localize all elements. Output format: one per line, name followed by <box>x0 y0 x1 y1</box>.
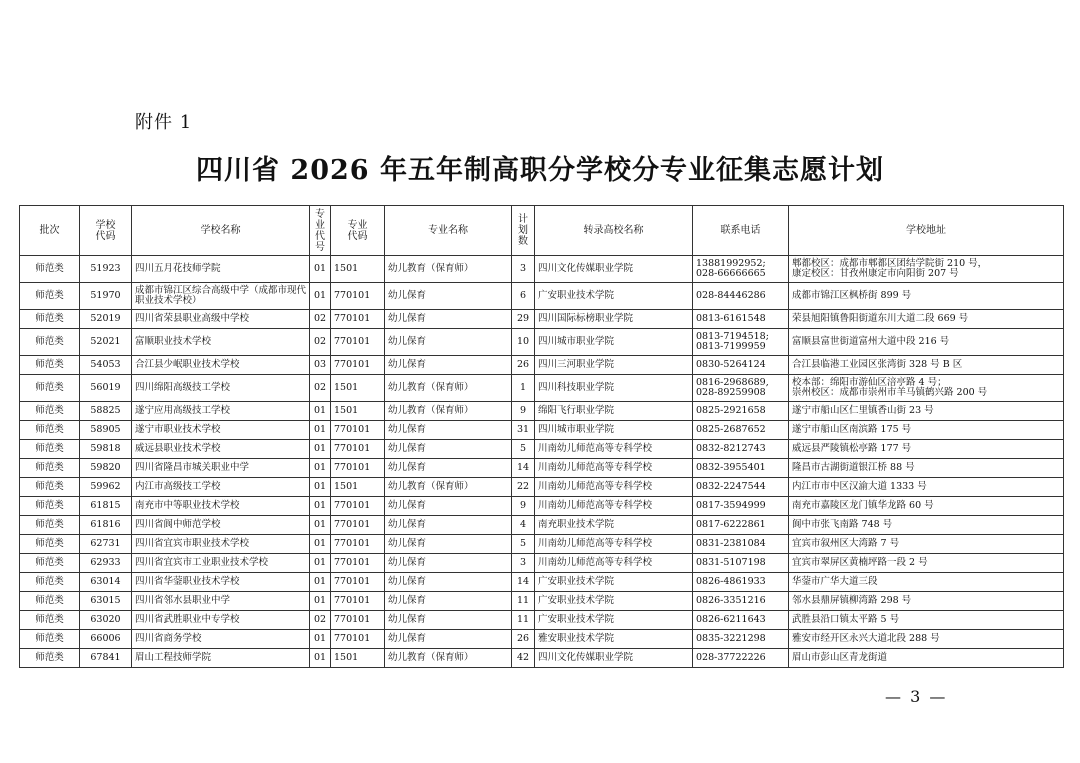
cell-school-code: 62933 <box>80 554 132 573</box>
cell-phone: 0817-3594999 <box>693 497 789 516</box>
table-row <box>20 649 1064 668</box>
cell-address: 遂宁市船山区仁里镇香山街 23 号 <box>789 402 1064 421</box>
cell-school-name: 威远县职业技术学校 <box>132 440 310 459</box>
cell-major-number: 01 <box>310 630 331 649</box>
cell-batch: 师范类 <box>20 592 80 611</box>
cell-school-code: 52021 <box>80 329 132 356</box>
cell-batch: 师范类 <box>20 402 80 421</box>
cell-school-code: 59820 <box>80 459 132 478</box>
cell-transfer-college: 广安职业技术学院 <box>535 611 693 630</box>
cell-school-code: 51923 <box>80 256 132 283</box>
cell-transfer-college: 四川文化传媒职业学院 <box>535 256 693 283</box>
cell-major-number: 02 <box>310 611 331 630</box>
cell-phone: 0832-8212743 <box>693 440 789 459</box>
cell-plan-count: 9 <box>512 497 535 516</box>
cell-school-name: 四川省邻水县职业中学 <box>132 592 310 611</box>
cell-school-name: 四川省阆中师范学校 <box>132 516 310 535</box>
cell-batch: 师范类 <box>20 478 80 497</box>
cell-transfer-college: 南充职业技术学院 <box>535 516 693 535</box>
cell-major-name: 幼儿保育 <box>385 329 512 356</box>
cell-major-code: 770101 <box>331 630 385 649</box>
cell-major-number: 01 <box>310 459 331 478</box>
cell-batch: 师范类 <box>20 649 80 668</box>
cell-major-code: 1501 <box>331 402 385 421</box>
cell-address: 武胜县沿口镇太平路 5 号 <box>789 611 1064 630</box>
cell-transfer-college: 四川城市职业学院 <box>535 421 693 440</box>
cell-major-code: 770101 <box>331 516 385 535</box>
cell-major-name: 幼儿教育（保育师） <box>385 256 512 283</box>
cell-major-number: 01 <box>310 554 331 573</box>
table-row <box>20 329 1064 356</box>
cell-major-code: 770101 <box>331 459 385 478</box>
table-row <box>20 440 1064 459</box>
cell-address: 遂宁市船山区南滨路 175 号 <box>789 421 1064 440</box>
header-major-name: 专业名称 <box>385 206 512 256</box>
cell-transfer-college: 川南幼儿师范高等专科学校 <box>535 440 693 459</box>
cell-school-code: 63020 <box>80 611 132 630</box>
cell-plan-count: 9 <box>512 402 535 421</box>
cell-major-code: 770101 <box>331 497 385 516</box>
cell-school-code: 59962 <box>80 478 132 497</box>
cell-transfer-college: 四川三河职业学院 <box>535 356 693 375</box>
cell-batch: 师范类 <box>20 421 80 440</box>
cell-transfer-college: 川南幼儿师范高等专科学校 <box>535 554 693 573</box>
cell-major-code: 770101 <box>331 592 385 611</box>
cell-address: 眉山市彭山区青龙街道 <box>789 649 1064 668</box>
cell-plan-count: 22 <box>512 478 535 497</box>
cell-batch: 师范类 <box>20 375 80 402</box>
cell-school-code: 61815 <box>80 497 132 516</box>
cell-phone: 028-37722226 <box>693 649 789 668</box>
cell-major-number: 01 <box>310 516 331 535</box>
cell-major-code: 1501 <box>331 478 385 497</box>
cell-school-name: 富顺职业技术学校 <box>132 329 310 356</box>
table-row <box>20 478 1064 497</box>
cell-major-number: 02 <box>310 375 331 402</box>
cell-batch: 师范类 <box>20 329 80 356</box>
table-row <box>20 535 1064 554</box>
table-row <box>20 356 1064 375</box>
table-row <box>20 421 1064 440</box>
cell-major-code: 770101 <box>331 421 385 440</box>
cell-school-name: 四川省宜宾市职业技术学校 <box>132 535 310 554</box>
cell-phone: 0832-3955401 <box>693 459 789 478</box>
cell-major-number: 03 <box>310 356 331 375</box>
table-row <box>20 592 1064 611</box>
cell-transfer-college: 四川文化传媒职业学院 <box>535 649 693 668</box>
table-header-row <box>20 206 1064 256</box>
cell-transfer-college: 四川科技职业学院 <box>535 375 693 402</box>
cell-transfer-college: 绵阳飞行职业学院 <box>535 402 693 421</box>
cell-school-code: 66006 <box>80 630 132 649</box>
header-batch: 批次 <box>20 206 80 256</box>
cell-plan-count: 4 <box>512 516 535 535</box>
cell-phone: 0830-5264124 <box>693 356 789 375</box>
header-major-code: 专业 代码 <box>331 206 385 256</box>
cell-phone: 0832-2247544 <box>693 478 789 497</box>
cell-plan-count: 1 <box>512 375 535 402</box>
cell-school-name: 四川省华蓥职业技术学校 <box>132 573 310 592</box>
cell-major-name: 幼儿保育 <box>385 497 512 516</box>
cell-transfer-college: 四川国际标榜职业学院 <box>535 310 693 329</box>
cell-major-code: 770101 <box>331 573 385 592</box>
cell-major-name: 幼儿保育 <box>385 516 512 535</box>
cell-major-name: 幼儿保育 <box>385 630 512 649</box>
cell-school-name: 南充市中等职业技术学校 <box>132 497 310 516</box>
cell-school-code: 63014 <box>80 573 132 592</box>
cell-batch: 师范类 <box>20 497 80 516</box>
table-row <box>20 611 1064 630</box>
cell-major-number: 01 <box>310 256 331 283</box>
cell-major-name: 幼儿教育（保育师） <box>385 649 512 668</box>
cell-major-code: 770101 <box>331 329 385 356</box>
cell-major-name: 幼儿保育 <box>385 356 512 375</box>
cell-major-code: 1501 <box>331 256 385 283</box>
cell-plan-count: 5 <box>512 535 535 554</box>
cell-phone: 0826-3351216 <box>693 592 789 611</box>
cell-batch: 师范类 <box>20 283 80 310</box>
cell-major-number: 01 <box>310 592 331 611</box>
cell-plan-count: 6 <box>512 283 535 310</box>
cell-school-name: 四川绵阳高级技工学校 <box>132 375 310 402</box>
cell-major-name: 幼儿保育 <box>385 592 512 611</box>
cell-transfer-college: 四川城市职业学院 <box>535 329 693 356</box>
cell-school-code: 63015 <box>80 592 132 611</box>
cell-major-code: 770101 <box>331 356 385 375</box>
cell-major-number: 02 <box>310 329 331 356</box>
cell-school-name: 合江县少岷职业技术学校 <box>132 356 310 375</box>
table-row <box>20 256 1064 283</box>
cell-address: 宜宾市叙州区大湾路 7 号 <box>789 535 1064 554</box>
attachment-label: 附件 1 <box>135 112 193 133</box>
table-row <box>20 375 1064 402</box>
header-address: 学校地址 <box>789 206 1064 256</box>
cell-school-name: 眉山工程技师学院 <box>132 649 310 668</box>
cell-major-name: 幼儿保育 <box>385 459 512 478</box>
header-transfer-college: 转录高校名称 <box>535 206 693 256</box>
cell-school-code: 54053 <box>80 356 132 375</box>
cell-phone: 028-84446286 <box>693 283 789 310</box>
table-row <box>20 573 1064 592</box>
cell-batch: 师范类 <box>20 256 80 283</box>
table-row <box>20 630 1064 649</box>
table-row <box>20 283 1064 310</box>
table-row <box>20 402 1064 421</box>
cell-major-number: 01 <box>310 402 331 421</box>
cell-major-number: 01 <box>310 497 331 516</box>
cell-phone: 0826-6211643 <box>693 611 789 630</box>
cell-transfer-college: 广安职业技术学院 <box>535 283 693 310</box>
table-row <box>20 459 1064 478</box>
cell-address: 荣县旭阳镇鲁阳街道东川大道二段 669 号 <box>789 310 1064 329</box>
cell-plan-count: 26 <box>512 630 535 649</box>
cell-batch: 师范类 <box>20 630 80 649</box>
cell-major-code: 770101 <box>331 611 385 630</box>
cell-transfer-college: 广安职业技术学院 <box>535 573 693 592</box>
cell-phone: 0826-4861933 <box>693 573 789 592</box>
cell-transfer-college: 川南幼儿师范高等专科学校 <box>535 478 693 497</box>
cell-major-name: 幼儿教育（保育师） <box>385 375 512 402</box>
cell-major-name: 幼儿保育 <box>385 554 512 573</box>
cell-major-number: 01 <box>310 573 331 592</box>
header-phone: 联系电话 <box>693 206 789 256</box>
cell-phone: 0813-7194518; 0813-7199959 <box>693 329 789 356</box>
cell-batch: 师范类 <box>20 356 80 375</box>
cell-address: 富顺县富世街道富州大道中段 216 号 <box>789 329 1064 356</box>
cell-major-code: 770101 <box>331 283 385 310</box>
cell-school-name: 四川省荣县职业高级中学校 <box>132 310 310 329</box>
cell-transfer-college: 川南幼儿师范高等专科学校 <box>535 535 693 554</box>
cell-plan-count: 29 <box>512 310 535 329</box>
cell-transfer-college: 川南幼儿师范高等专科学校 <box>535 459 693 478</box>
cell-major-code: 1501 <box>331 649 385 668</box>
cell-major-name: 幼儿教育（保育师） <box>385 402 512 421</box>
cell-major-code: 770101 <box>331 310 385 329</box>
cell-address: 华蓥市广华大道三段 <box>789 573 1064 592</box>
cell-major-name: 幼儿保育 <box>385 573 512 592</box>
cell-major-name: 幼儿保育 <box>385 310 512 329</box>
cell-school-code: 62731 <box>80 535 132 554</box>
cell-address: 校本部：绵阳市游仙区涪亭路 4 号； 崇州校区：成都市崇州市羊马镇鹤兴路 200 号 <box>789 375 1064 402</box>
cell-school-code: 52019 <box>80 310 132 329</box>
cell-address: 内江市市中区汉渝大道 1333 号 <box>789 478 1064 497</box>
cell-address: 郫都校区：成都市郫都区团结学院街 210 号， 康定校区：甘孜州康定市向阳街 207 号 <box>789 256 1064 283</box>
header-major-number: 专 业 代 号 <box>310 206 331 256</box>
cell-address: 南充市嘉陵区龙门镇华龙路 60 号 <box>789 497 1064 516</box>
cell-school-code: 58905 <box>80 421 132 440</box>
cell-phone: 0825-2687652 <box>693 421 789 440</box>
cell-school-code: 51970 <box>80 283 132 310</box>
document-title: 四川省 2026 年五年制高职分学校分专业征集志愿计划 <box>196 155 884 186</box>
cell-school-code: 56019 <box>80 375 132 402</box>
cell-major-name: 幼儿保育 <box>385 283 512 310</box>
cell-address: 合江县临港工业园区张湾街 328 号 B 区 <box>789 356 1064 375</box>
cell-school-code: 61816 <box>80 516 132 535</box>
cell-school-code: 59818 <box>80 440 132 459</box>
cell-major-code: 1501 <box>331 375 385 402</box>
cell-phone: 0831-5107198 <box>693 554 789 573</box>
header-school-code: 学校 代码 <box>80 206 132 256</box>
cell-phone: 0831-2381084 <box>693 535 789 554</box>
cell-major-name: 幼儿保育 <box>385 440 512 459</box>
cell-major-number: 01 <box>310 535 331 554</box>
cell-major-name: 幼儿保育 <box>385 611 512 630</box>
cell-phone: 0813-6161548 <box>693 310 789 329</box>
table-row <box>20 554 1064 573</box>
cell-phone: 13881992952; 028-66666665 <box>693 256 789 283</box>
cell-major-code: 770101 <box>331 535 385 554</box>
cell-school-name: 四川省宜宾市工业职业技术学校 <box>132 554 310 573</box>
cell-batch: 师范类 <box>20 573 80 592</box>
cell-phone: 0817-6222861 <box>693 516 789 535</box>
cell-transfer-college: 雅安职业技术学院 <box>535 630 693 649</box>
cell-major-number: 02 <box>310 310 331 329</box>
cell-major-code: 770101 <box>331 440 385 459</box>
cell-phone: 0816-2968689, 028-89259908 <box>693 375 789 402</box>
cell-school-name: 遂宁市职业技术学校 <box>132 421 310 440</box>
page-number: — 3 — <box>885 687 948 706</box>
cell-plan-count: 26 <box>512 356 535 375</box>
cell-batch: 师范类 <box>20 440 80 459</box>
table-row <box>20 516 1064 535</box>
cell-transfer-college: 广安职业技术学院 <box>535 592 693 611</box>
cell-school-name: 四川省商务学校 <box>132 630 310 649</box>
cell-school-name: 内江市高级技工学校 <box>132 478 310 497</box>
cell-address: 雅安市经开区永兴大道北段 288 号 <box>789 630 1064 649</box>
cell-address: 威远县严陵镇松亭路 177 号 <box>789 440 1064 459</box>
cell-major-number: 01 <box>310 283 331 310</box>
cell-plan-count: 14 <box>512 459 535 478</box>
cell-plan-count: 10 <box>512 329 535 356</box>
cell-major-name: 幼儿保育 <box>385 535 512 554</box>
cell-plan-count: 42 <box>512 649 535 668</box>
cell-batch: 师范类 <box>20 310 80 329</box>
cell-major-number: 01 <box>310 421 331 440</box>
table-row <box>20 497 1064 516</box>
table-row <box>20 310 1064 329</box>
cell-phone: 0835-3221298 <box>693 630 789 649</box>
cell-plan-count: 5 <box>512 440 535 459</box>
cell-school-code: 58825 <box>80 402 132 421</box>
cell-address: 宜宾市翠屏区黄楠坪路一段 2 号 <box>789 554 1064 573</box>
cell-batch: 师范类 <box>20 459 80 478</box>
cell-school-name: 成都市锦江区综合高级中学（成都市现代职业技术学校） <box>132 283 310 310</box>
cell-phone: 0825-2921658 <box>693 402 789 421</box>
cell-school-name: 四川省武胜职业中专学校 <box>132 611 310 630</box>
enrollment-plan-table <box>19 205 1064 668</box>
cell-plan-count: 11 <box>512 611 535 630</box>
cell-school-code: 67841 <box>80 649 132 668</box>
cell-address: 阆中市张飞南路 748 号 <box>789 516 1064 535</box>
cell-batch: 师范类 <box>20 611 80 630</box>
cell-school-name: 四川五月花技师学院 <box>132 256 310 283</box>
cell-major-number: 01 <box>310 478 331 497</box>
cell-batch: 师范类 <box>20 535 80 554</box>
cell-plan-count: 3 <box>512 256 535 283</box>
cell-transfer-college: 川南幼儿师范高等专科学校 <box>535 497 693 516</box>
cell-batch: 师范类 <box>20 554 80 573</box>
header-plan-count: 计 划 数 <box>512 206 535 256</box>
cell-major-number: 01 <box>310 440 331 459</box>
cell-address: 邻水县鼎屏镇柳湾路 298 号 <box>789 592 1064 611</box>
cell-address: 隆昌市古湖街道银江桥 88 号 <box>789 459 1064 478</box>
cell-plan-count: 14 <box>512 573 535 592</box>
header-school-name: 学校名称 <box>132 206 310 256</box>
cell-major-name: 幼儿教育（保育师） <box>385 478 512 497</box>
cell-plan-count: 11 <box>512 592 535 611</box>
cell-school-name: 遂宁应用高级技工学校 <box>132 402 310 421</box>
cell-major-number: 01 <box>310 649 331 668</box>
cell-major-name: 幼儿保育 <box>385 421 512 440</box>
cell-plan-count: 31 <box>512 421 535 440</box>
cell-batch: 师范类 <box>20 516 80 535</box>
cell-plan-count: 3 <box>512 554 535 573</box>
cell-major-code: 770101 <box>331 554 385 573</box>
cell-address: 成都市锦江区枫桥街 899 号 <box>789 283 1064 310</box>
cell-school-name: 四川省隆昌市城关职业中学 <box>132 459 310 478</box>
